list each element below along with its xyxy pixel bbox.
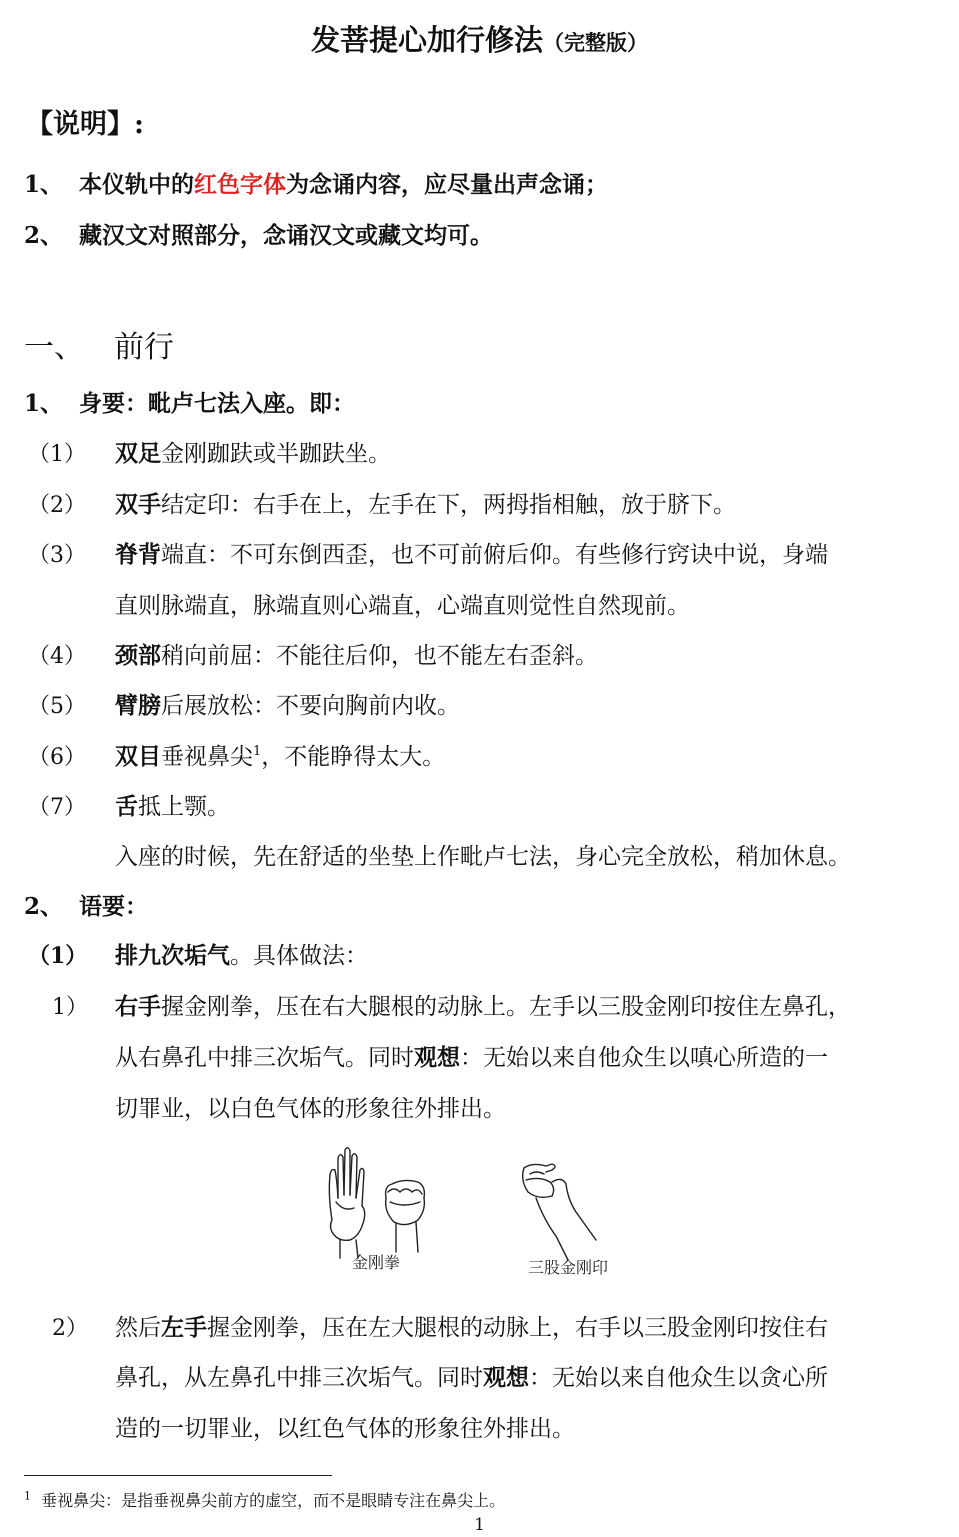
step-number: 1） <box>52 995 88 1020</box>
list-item: 臂膀后展放松：不要向胸前内收。 <box>115 692 460 719</box>
item-number: （7） <box>28 795 86 820</box>
step-line: 鼻孔，从左鼻孔中排三次垢气。同时观想：无始以来自他众生以贪心所 <box>115 1364 828 1391</box>
item-number: （1） <box>28 442 86 467</box>
step-line: 然后左手握金刚拳，压在左大腿根的动脉上，右手以三股金刚印按住右 <box>115 1314 828 1341</box>
note-1: 1、 本仪轨中的红色字体为念诵内容，应尽量出声念诵； <box>24 171 609 198</box>
caption-three-prong-mudra: 三股金刚印 <box>528 1258 609 1277</box>
page-number: 1 <box>474 1515 485 1535</box>
list-item: 双目垂视鼻尖$^1$，不能睁得太大。 <box>115 743 446 770</box>
paragraph: 入座的时候，先在舒适的坐垫上作毗卢七法，身心完全放松，稍加休息。 <box>115 844 851 870</box>
step-line: 从右鼻孔中排三次垢气。同时观想：无始以来自他众生以嗔心所造的一 <box>115 1044 828 1071</box>
note-heading: 【说明】: <box>26 109 144 140</box>
item-number: （5） <box>28 694 86 719</box>
step-number: 2） <box>52 1316 88 1341</box>
page-title: 发菩提心加行修法（完整版） <box>310 23 648 57</box>
footnote-separator <box>24 1475 332 1476</box>
item-number: （1） <box>28 943 88 969</box>
red-text-sample: 红色字体 <box>194 171 287 198</box>
caption-vajra-fist: 金刚拳 <box>352 1253 401 1272</box>
section-heading-1: 一、 前行 <box>24 330 174 365</box>
list-item: 脊背端直：不可东倒西歪，也不可前俯后仰。有些修行窍诀中说，身端 <box>115 541 828 568</box>
item-number: （6） <box>28 745 86 770</box>
list-item-continuation: 直则脉端直，脉端直则心端直，心端直则觉性自然现前。 <box>115 593 690 619</box>
title-suffix: （完整版） <box>543 30 648 55</box>
item-number: （2） <box>28 493 86 518</box>
hand-mudra-figure <box>300 1140 640 1285</box>
mudra-illustration <box>300 1140 640 1285</box>
step-line: 切罪业，以白色气体的形象往外排出。 <box>115 1096 506 1122</box>
footnote-ref[interactable]: 1 <box>253 744 262 759</box>
list-item: 双手结定印：右手在上，左手在下，两拇指相触，放于脐下。 <box>115 491 736 518</box>
list-item: 排九次垢气。具体做法： <box>115 942 368 969</box>
body-requirement-heading: 1、 身要：毗卢七法入座。即： <box>24 390 356 417</box>
speech-requirement-heading: 2、 语要： <box>24 893 149 920</box>
step-line: 造的一切罪业，以红色气体的形象往外排出。 <box>115 1416 575 1442</box>
list-item: 双足金刚跏趺或半跏趺坐。 <box>115 440 391 467</box>
footnote: $^1$ 垂视鼻尖：是指垂视鼻尖前方的虚空，而不是眼睛专注在鼻尖上。 <box>24 1489 506 1510</box>
item-number: （3） <box>28 543 86 568</box>
item-number: （4） <box>28 644 86 669</box>
note-2: 2、 藏汉文对照部分，念诵汉文或藏文均可。 <box>24 222 494 249</box>
list-item: 颈部稍向前屈：不能往后仰，也不能左右歪斜。 <box>115 642 598 669</box>
list-item: 舌抵上颚。 <box>115 793 230 820</box>
step-line: 右手握金刚拳，压在右大腿根的动脉上。左手以三股金刚印按住左鼻孔， <box>115 993 851 1020</box>
